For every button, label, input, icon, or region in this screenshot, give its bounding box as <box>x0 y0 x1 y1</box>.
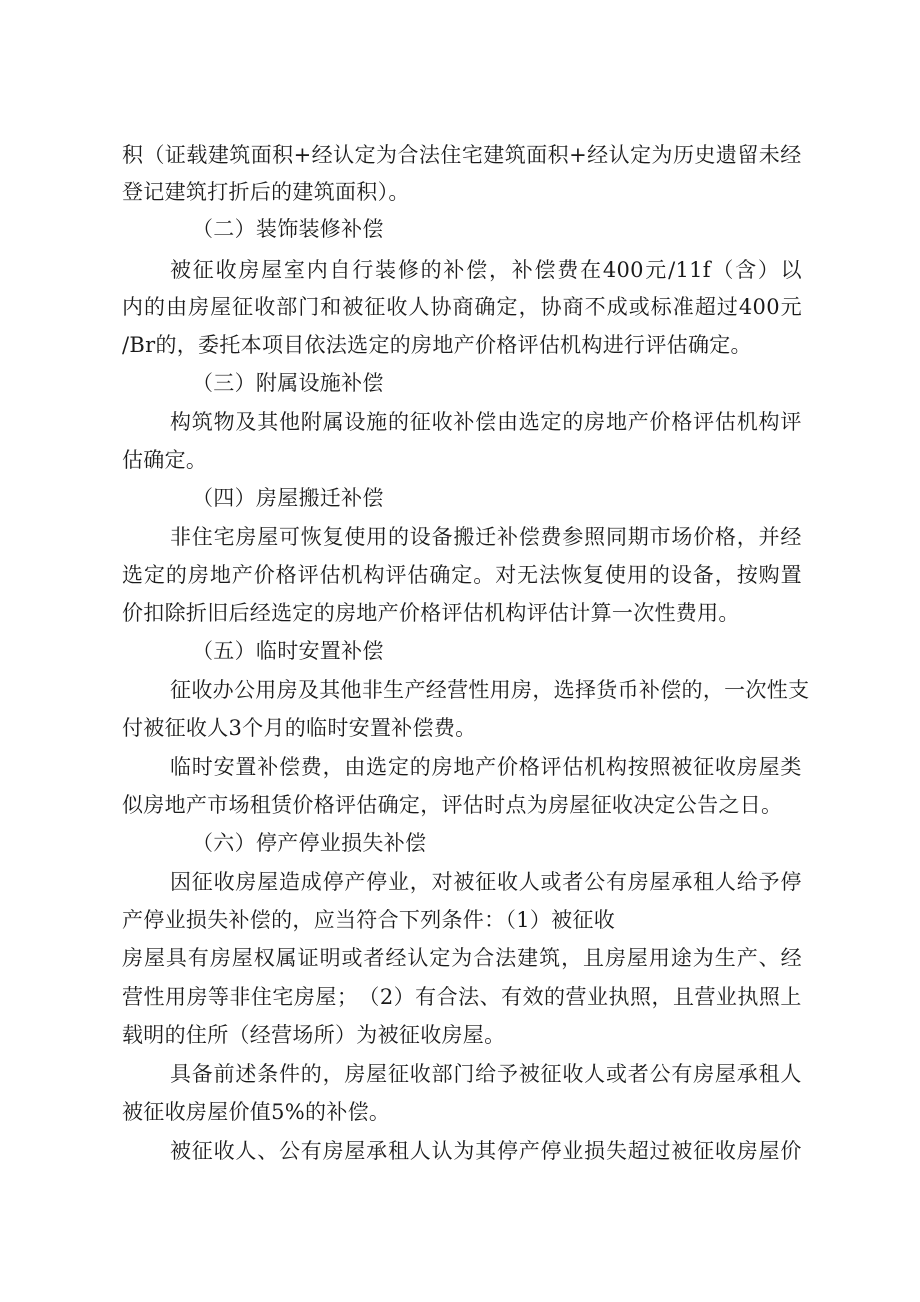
section-heading: （三）附属设施补偿 <box>192 371 384 395</box>
text-line: /Br的，委托本项目依法选定的房地产价格评估机构进行评估确定。 <box>122 333 752 357</box>
text-line: 产停业损失补偿的，应当符合下列条件：（1）被征收 <box>122 908 616 932</box>
text-line: 似房地产市场租赁价格评估确定，评估时点为房屋征收决定公告之日。 <box>122 793 783 817</box>
text-line: 载明的住所（经营场所）为被征收房屋。 <box>122 1023 506 1047</box>
section-heading: （六）停产停业损失补偿 <box>192 831 427 855</box>
text-line: 具 备 前 述 条 件 的 ， 房 屋 征 收 部 门 给 予 被 征 收 人 或 者 公 有 房 屋 承 租 人 <box>170 1062 802 1086</box>
text-line: 临 时 安 置 补 偿 费 ， 由 选 定 的 房 地 产 价 格 评 估 机 构 按 照 被 征 收 房 屋 类 <box>170 755 802 779</box>
section-heading: （二）装饰装修补偿 <box>192 217 384 241</box>
section-heading: （四）房屋搬迁补偿 <box>192 486 384 510</box>
text-line: 营 性 用 房 等 非 住 宅 房 屋 ； （ 2 ） 有 合 法 、 有 效 的 营 业 执 照 ， 且 营 业 执 照 上 <box>122 985 802 1009</box>
text-line: 因 征 收 房 屋 造 成 停 产 停 业 ， 对 被 征 收 人 或 者 公 有 房 屋 承 租 人 给 予 停 <box>170 870 802 894</box>
text-line: 被 征 收 人 、 公 有 房 屋 承 租 人 认 为 其 停 产 停 业 损 失 超 过 被 征 收 房 屋 价 <box>170 1139 802 1163</box>
text-line: 估确定。 <box>122 448 208 472</box>
text-line: 房 屋 具 有 房 屋 权 属 证 明 或 者 经 认 定 为 合 法 建 筑 ， 且 房 屋 用 途 为 生 产 、 经 <box>122 946 802 970</box>
text-line: 内 的 由 房 屋 征 收 部 门 和 被 征 收 人 协 商 确 定 ， 协 商 不 成 或 标 准 超 过 400 元 <box>122 295 802 319</box>
text-line: 构 筑 物 及 其 他 附 属 设 施 的 征 收 补 偿 由 选 定 的 房 地 产 价 格 评 估 机 构 评 <box>170 410 802 434</box>
text-line: 选 定 的 房 地 产 价 格 评 估 机 构 评 估 确 定 。 对 无 法 恢 复 使 用 的 设 备 ， 按 购 置 <box>122 563 802 587</box>
text-line: 付被征收人3个月的临时安置补偿费。 <box>122 716 477 740</box>
text-line: 价扣除折旧后经选定的房地产价格评估机构评估计算一次性费用。 <box>122 601 740 625</box>
text-line: 登记建筑打折后的建筑面积）。 <box>122 180 410 204</box>
text-line: 积 （ 证 载 建 筑 面 积 + 经 认 定 为 合 法 住 宅 建 筑 面 积 + 经 认 定 为 历 史 遗 留 未 经 <box>122 143 802 167</box>
text-line: 被征收房屋价值5%的补偿。 <box>122 1100 391 1124</box>
text-line: 非 住 宅 房 屋 可 恢 复 使 用 的 设 备 搬 迁 补 偿 费 参 照 同 期 市 场 价 格 ， 并 经 <box>170 525 802 549</box>
section-heading: （五）临时安置补偿 <box>192 639 384 663</box>
text-line: 征 收 办 公 用 房 及 其 他 非 生 产 经 营 性 用 房 ， 选 择 货 币 补 偿 的 ， 一 次 性 支 <box>170 678 810 702</box>
text-line: 被 征 收 房 屋 室 内 自 行 装 修 的 补 偿 ， 补 偿 费 在 400 元 /11f （ 含 ） 以 <box>170 258 802 282</box>
